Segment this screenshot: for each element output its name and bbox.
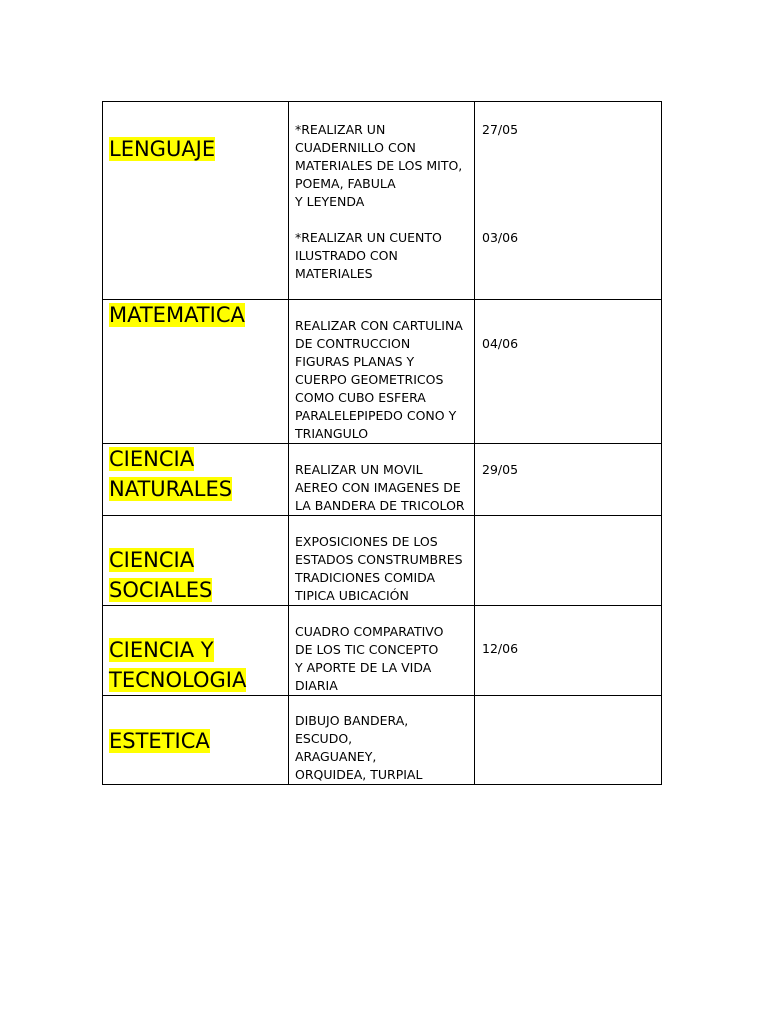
- due-date: 03/06: [482, 230, 519, 245]
- subject-cell: [103, 606, 289, 696]
- date-cell: [475, 696, 662, 785]
- subject-cell: [103, 696, 289, 785]
- table-row-estetica: [103, 696, 662, 785]
- task-line: *REALIZAR UN CUENTO: [295, 230, 442, 245]
- task-line: Y APORTE DE LA VIDA: [295, 660, 432, 675]
- task-line: AEREO CON IMAGENES DE: [295, 480, 461, 495]
- task-line: *REALIZAR UN: [295, 122, 386, 137]
- task-cell: [289, 102, 475, 300]
- task-line: ESCUDO,: [295, 731, 353, 746]
- date-cell: [475, 516, 662, 606]
- task-line: ORQUIDEA, TURPIAL: [295, 767, 423, 782]
- subject-cell: [103, 300, 289, 444]
- task-line: DE LOS TIC CONCEPTO: [295, 642, 439, 657]
- subject-cell: [103, 444, 289, 516]
- task-line: CUADRO COMPARATIVO: [295, 624, 444, 639]
- subject-cell: [103, 516, 289, 606]
- task-line: ILUSTRADO CON: [295, 248, 398, 263]
- table-row-lenguaje: [103, 102, 662, 300]
- task-line: DE CONTRUCCION: [295, 336, 411, 351]
- table-row-ciencia-tecnologia: [103, 606, 662, 696]
- task-line: PARALELEPIPEDO CONO Y: [295, 408, 457, 423]
- subject-label: CIENCIA: [109, 548, 195, 572]
- task-line: REALIZAR UN MOVIL: [295, 462, 423, 477]
- task-line: LA BANDERA DE TRICOLOR: [295, 498, 465, 513]
- date-cell: [475, 444, 662, 516]
- subject-cell: [103, 102, 289, 300]
- task-cell: [289, 444, 475, 516]
- subject-label: SOCIALES: [109, 578, 213, 602]
- task-cell: [289, 300, 475, 444]
- task-line: Y LEYENDA: [295, 194, 365, 209]
- task-line: EXPOSICIONES DE LOS: [295, 534, 438, 549]
- subject-label: LENGUAJE: [109, 137, 216, 161]
- task-line: CUADERNILLO CON: [295, 140, 416, 155]
- date-cell: [475, 102, 662, 300]
- task-line: FIGURAS PLANAS Y: [295, 354, 415, 369]
- table-row-ciencia-sociales: [103, 516, 662, 606]
- subject-label: MATEMATICA: [109, 303, 245, 327]
- task-line: ESTADOS CONSTRUMBRES: [295, 552, 463, 567]
- task-line: TRIANGULO: [295, 426, 369, 441]
- task-line: POEMA, FABULA: [295, 176, 396, 191]
- task-line: COMO CUBO ESFERA: [295, 390, 426, 405]
- task-line: MATERIALES DE LOS MITO,: [295, 158, 463, 173]
- subject-label: CIENCIA: [109, 447, 195, 471]
- date-cell: [475, 606, 662, 696]
- due-date: 12/06: [482, 641, 519, 656]
- task-cell: [289, 516, 475, 606]
- task-line: REALIZAR CON CARTULINA: [295, 318, 463, 333]
- task-line: ARAGUANEY,: [295, 749, 377, 764]
- due-date: 27/05: [482, 122, 519, 137]
- subject-label: NATURALES: [109, 477, 233, 501]
- task-line: TIPICA UBICACIÓN: [295, 588, 409, 603]
- task-line: TRADICIONES COMIDA: [295, 570, 436, 585]
- homework-table: [102, 101, 662, 785]
- table-row-ciencia-naturales: [103, 444, 662, 516]
- task-line: CUERPO GEOMETRICOS: [295, 372, 444, 387]
- task-line: DIBUJO BANDERA,: [295, 713, 409, 728]
- subject-label: CIENCIA Y: [109, 638, 214, 662]
- due-date: 04/06: [482, 336, 519, 351]
- table-row-matematica: [103, 300, 662, 444]
- subject-label: TECNOLOGIA: [109, 668, 247, 692]
- date-cell: [475, 300, 662, 444]
- task-cell: [289, 606, 475, 696]
- task-cell: [289, 696, 475, 785]
- task-line: MATERIALES: [295, 266, 373, 281]
- task-line: DIARIA: [295, 678, 338, 693]
- due-date: 29/05: [482, 462, 519, 477]
- subject-label: ESTETICA: [109, 729, 210, 753]
